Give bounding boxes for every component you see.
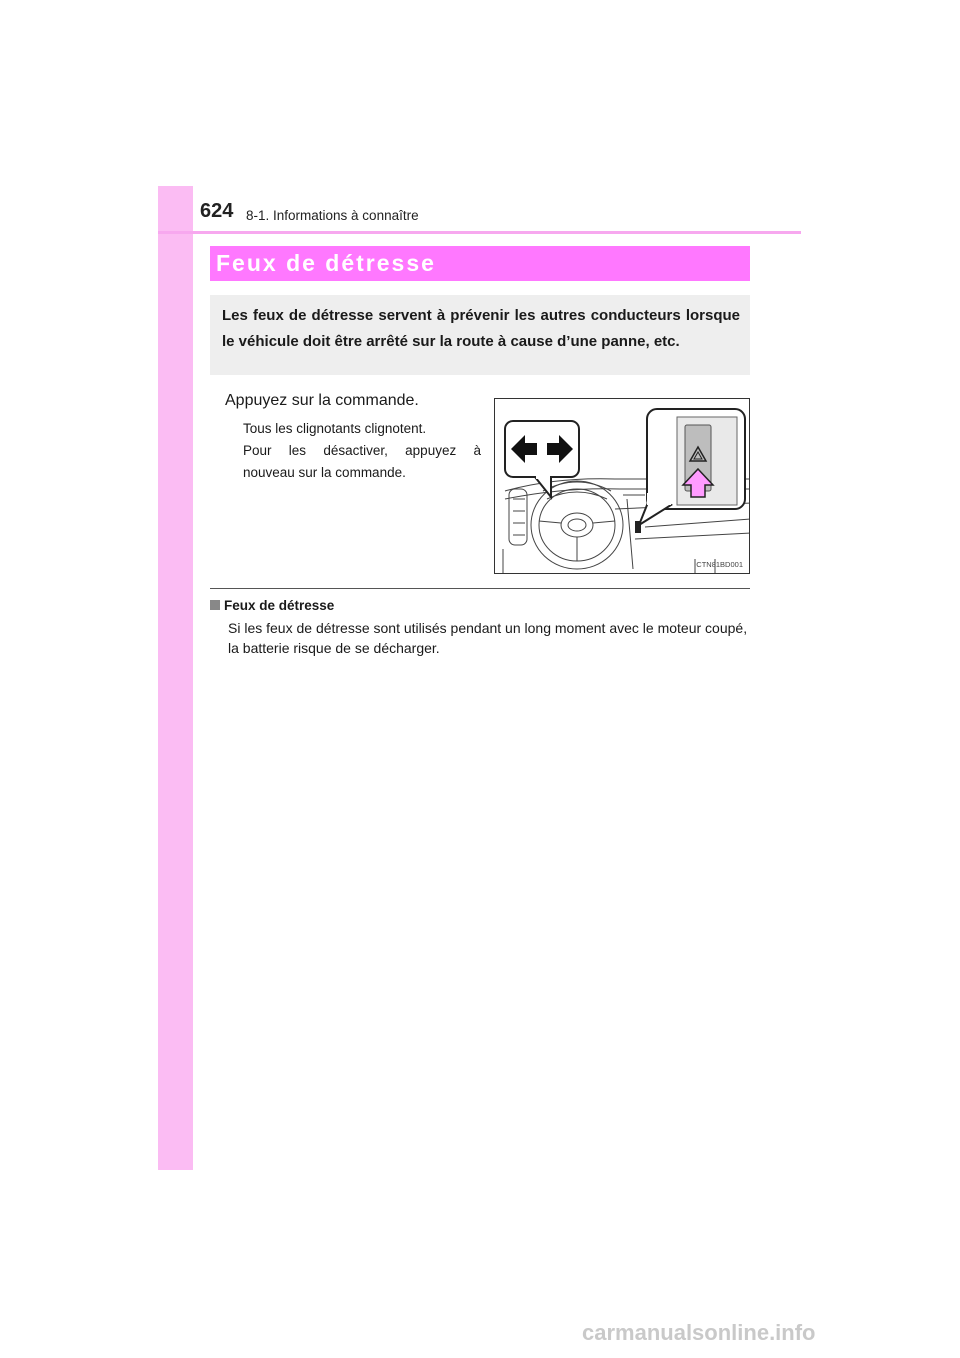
intro-box	[210, 295, 750, 375]
page-number: 624	[200, 200, 234, 222]
header-divider	[158, 231, 801, 234]
step-detail-line: Pour les désactiver, appuyez à nouveau sur la commande.	[243, 443, 481, 480]
step-detail-line: Tous les clignotants clignotent.	[243, 421, 427, 436]
figure-code: CTN81BD001	[696, 560, 743, 569]
step-detail	[243, 418, 481, 484]
section-divider	[210, 588, 750, 589]
watermark: carmanualsonline.info	[582, 1320, 816, 1345]
page-title: Feux de détresse	[216, 250, 436, 276]
section-heading: 8-1. Informations à connaître	[246, 208, 419, 223]
step-instruction: Appuyez sur la commande.	[225, 392, 419, 409]
title-bar	[210, 246, 750, 281]
dashboard-drawing	[495, 399, 750, 574]
note-text: Si les feux de détresse sont utilisés pendant un long moment avec le moteur coupé, la batterie risque de se décharger.	[228, 620, 748, 656]
note-heading	[210, 598, 334, 613]
square-bullet-icon	[210, 600, 220, 610]
hazard-switch-illustration	[494, 398, 750, 574]
side-color-band	[158, 186, 193, 1170]
intro-text: Les feux de détresse servent à prévenir les autres conducteurs lorsque le véhicule doit être arrêté sur la route à cause d’une panne, etc.	[222, 307, 740, 350]
note-heading-text: Feux de détresse	[224, 598, 335, 613]
note-body	[228, 618, 753, 658]
